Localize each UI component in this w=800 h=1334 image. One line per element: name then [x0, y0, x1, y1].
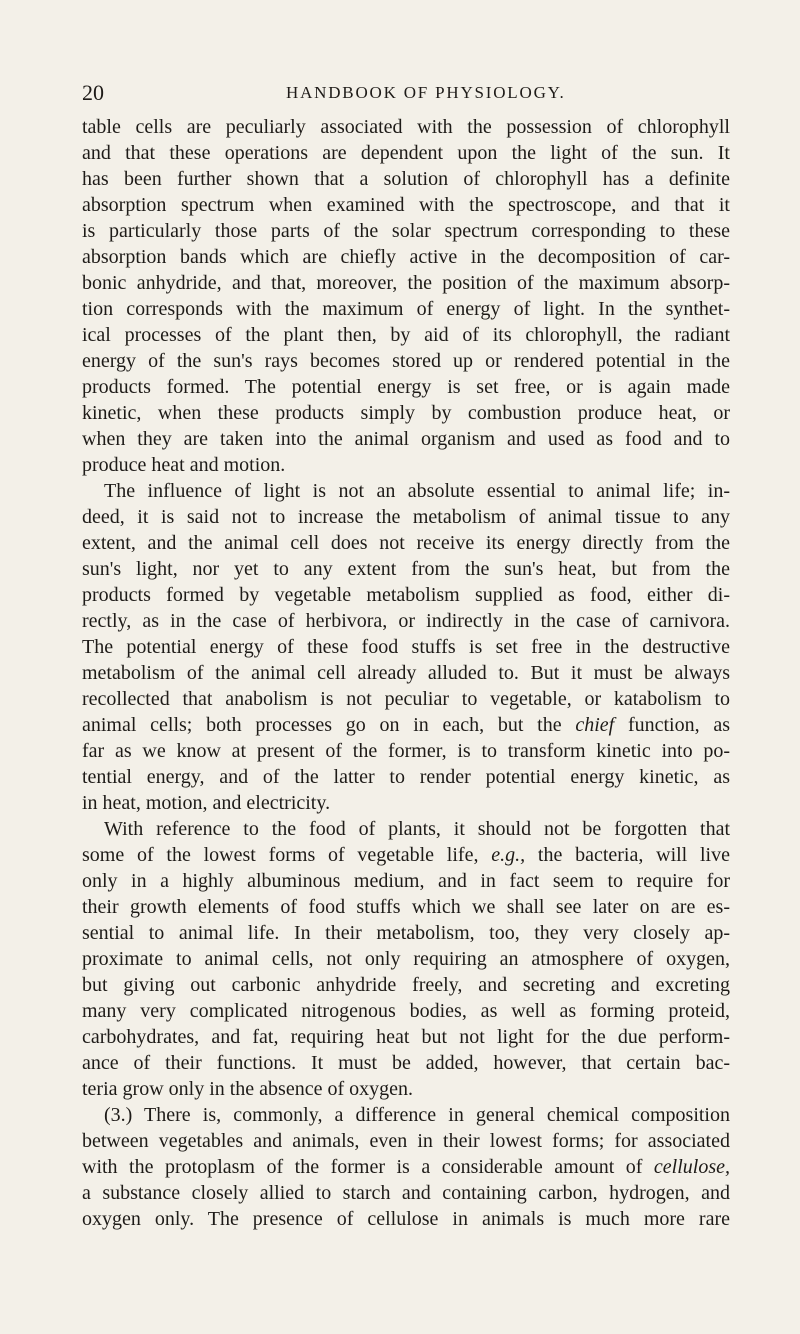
line-text: oxygen only. The presence of cellulose in animals is much more rare: [82, 1208, 730, 1230]
line-text: With reference to the food of plants, it should not be forgotten that: [104, 818, 730, 840]
text-line: [82, 270, 730, 296]
line-text: products formed. The potential energy is set free, or is again made: [82, 376, 730, 398]
line-text: kinetic, when these products simply by combustion produce heat, or: [82, 402, 730, 424]
line-text: carbohydrates, and fat, requiring heat but not light for the due perform-: [82, 1026, 730, 1048]
text-line: [82, 556, 730, 582]
line-text: sun's light, nor yet to any extent from the sun's heat, but from the: [82, 558, 730, 580]
line-text: table cells are peculiarly associated with the possession of chlorophyll: [82, 116, 730, 138]
page-number: 20: [82, 80, 104, 105]
line-text: teria grow only in the absence of oxygen.: [82, 1078, 414, 1100]
line-text: recollected that anabolism is not peculiar to vegetable, or katabolism to: [82, 688, 730, 710]
line-text: in heat, motion, and electricity.: [82, 792, 331, 814]
text-line: [82, 972, 730, 998]
line-text: ance of their functions. It must be added, however, that certain bac-: [82, 1052, 730, 1074]
line-text: metabolism of the animal cell already alluded to. But it must be always: [82, 662, 730, 684]
text-line: [82, 1128, 730, 1154]
line-text: their growth elements of food stuffs which we shall see later on are es-: [82, 896, 730, 918]
line-text-tail: the bacteria, will live: [525, 844, 730, 866]
line-text: is particularly those parts of the solar spectrum corresponding to these: [82, 220, 730, 242]
line-text: ical processes of the plant then, by aid of its chlorophyll, the radiant: [82, 324, 730, 346]
text-line: [82, 790, 730, 816]
text-line: [82, 426, 730, 452]
line-text: and that these operations are dependent upon the light of the sun. It: [82, 142, 730, 164]
text-line: [82, 296, 730, 322]
line-text: absorption spectrum when examined with the spectroscope, and that it: [82, 194, 730, 216]
body-text: [82, 114, 730, 1232]
line-text: produce heat and motion.: [82, 454, 286, 476]
text-line: [82, 1050, 730, 1076]
line-text: a substance closely allied to starch and containing carbon, hydrogen, and: [82, 1182, 730, 1204]
text-line: [82, 1154, 730, 1180]
text-line: [82, 764, 730, 790]
line-text: tion corresponds with the maximum of energy of light. In the synthet-: [82, 298, 730, 320]
text-line: [82, 608, 730, 634]
line-text: energy of the sun's rays becomes stored up or rendered potential in the: [82, 350, 730, 372]
text-line: [82, 712, 730, 738]
line-text: between vegetables and animals, even in their lowest forms; for associated: [82, 1130, 730, 1152]
line-text: far as we know at present of the former, is to transform kinetic into po-: [82, 740, 730, 762]
text-line: [82, 166, 730, 192]
line-text: deed, it is said not to increase the metabolism of animal tissue to any: [82, 506, 730, 528]
line-text: rectly, as in the case of herbivora, or indirectly in the case of carnivora.: [82, 610, 730, 632]
italic-term: chief: [575, 714, 615, 736]
line-text: absorption bands which are chiefly active in the decomposition of car-: [82, 246, 730, 268]
text-line: [82, 452, 730, 478]
line-text: proximate to animal cells, not only requiring an atmosphere of oxygen,: [82, 948, 730, 970]
text-line: [82, 400, 730, 426]
text-line: [82, 322, 730, 348]
line-text: many very complicated nitrogenous bodies, as well as forming proteid,: [82, 1000, 730, 1022]
text-line: [82, 1206, 730, 1232]
line-text: but giving out carbonic anhydride freely, and secreting and excreting: [82, 974, 730, 996]
running-head: [82, 78, 732, 108]
line-text: (3.) There is, commonly, a difference in general chemical composition: [104, 1104, 730, 1126]
line-text: products formed by vegetable metabolism supplied as food, either di-: [82, 584, 730, 606]
text-line: [82, 998, 730, 1024]
line-text: only in a highly albuminous medium, and in fact seem to require for: [82, 870, 730, 892]
text-line: [82, 478, 730, 504]
line-text: tential energy, and of the latter to render potential energy kinetic, as: [82, 766, 730, 788]
line-text: when they are taken into the animal organism and used as food and to: [82, 428, 730, 450]
text-line: [82, 660, 730, 686]
text-line: [82, 1024, 730, 1050]
text-line: [82, 946, 730, 972]
text-line: [82, 920, 730, 946]
text-line: [82, 218, 730, 244]
text-line: [82, 374, 730, 400]
text-line: [82, 686, 730, 712]
text-line: [82, 842, 730, 868]
text-line: [82, 868, 730, 894]
text-line: [82, 1076, 730, 1102]
text-line: [82, 816, 730, 842]
line-text: animal cells; both processes go on in each, but the: [82, 714, 562, 736]
text-line: [82, 582, 730, 608]
line-text: extent, and the animal cell does not receive its energy directly from the: [82, 532, 730, 554]
line-text: The potential energy of these food stuffs is set free in the destructive: [82, 636, 730, 658]
line-text: has been further shown that a solution of chlorophyll has a definite: [82, 168, 730, 190]
text-line: [82, 530, 730, 556]
text-line: [82, 504, 730, 530]
text-line: [82, 738, 730, 764]
text-line: [82, 140, 730, 166]
text-line: [82, 1180, 730, 1206]
line-text: some of the lowest forms of vegetable life,: [82, 844, 479, 866]
line-text: with the protoplasm of the former is a considerable amount of: [82, 1156, 643, 1178]
italic-term: cellulose,: [653, 1156, 730, 1178]
line-text: sential to animal life. In their metabolism, too, they very closely ap-: [82, 922, 730, 944]
text-line: [82, 192, 730, 218]
text-line: [82, 634, 730, 660]
line-text: The influence of light is not an absolute essential to animal life; in-: [104, 480, 730, 502]
text-line: [82, 244, 730, 270]
text-line: [82, 348, 730, 374]
running-title: HANDBOOK OF PHYSIOLOGY.: [286, 83, 566, 102]
text-line: [82, 894, 730, 920]
line-text: bonic anhydride, and that, moreover, the position of the maximum absorp-: [82, 272, 730, 294]
italic-term: e.g.,: [491, 844, 526, 866]
text-line: [82, 1102, 730, 1128]
text-line: [82, 114, 730, 140]
line-text-tail: function, as: [614, 714, 730, 736]
